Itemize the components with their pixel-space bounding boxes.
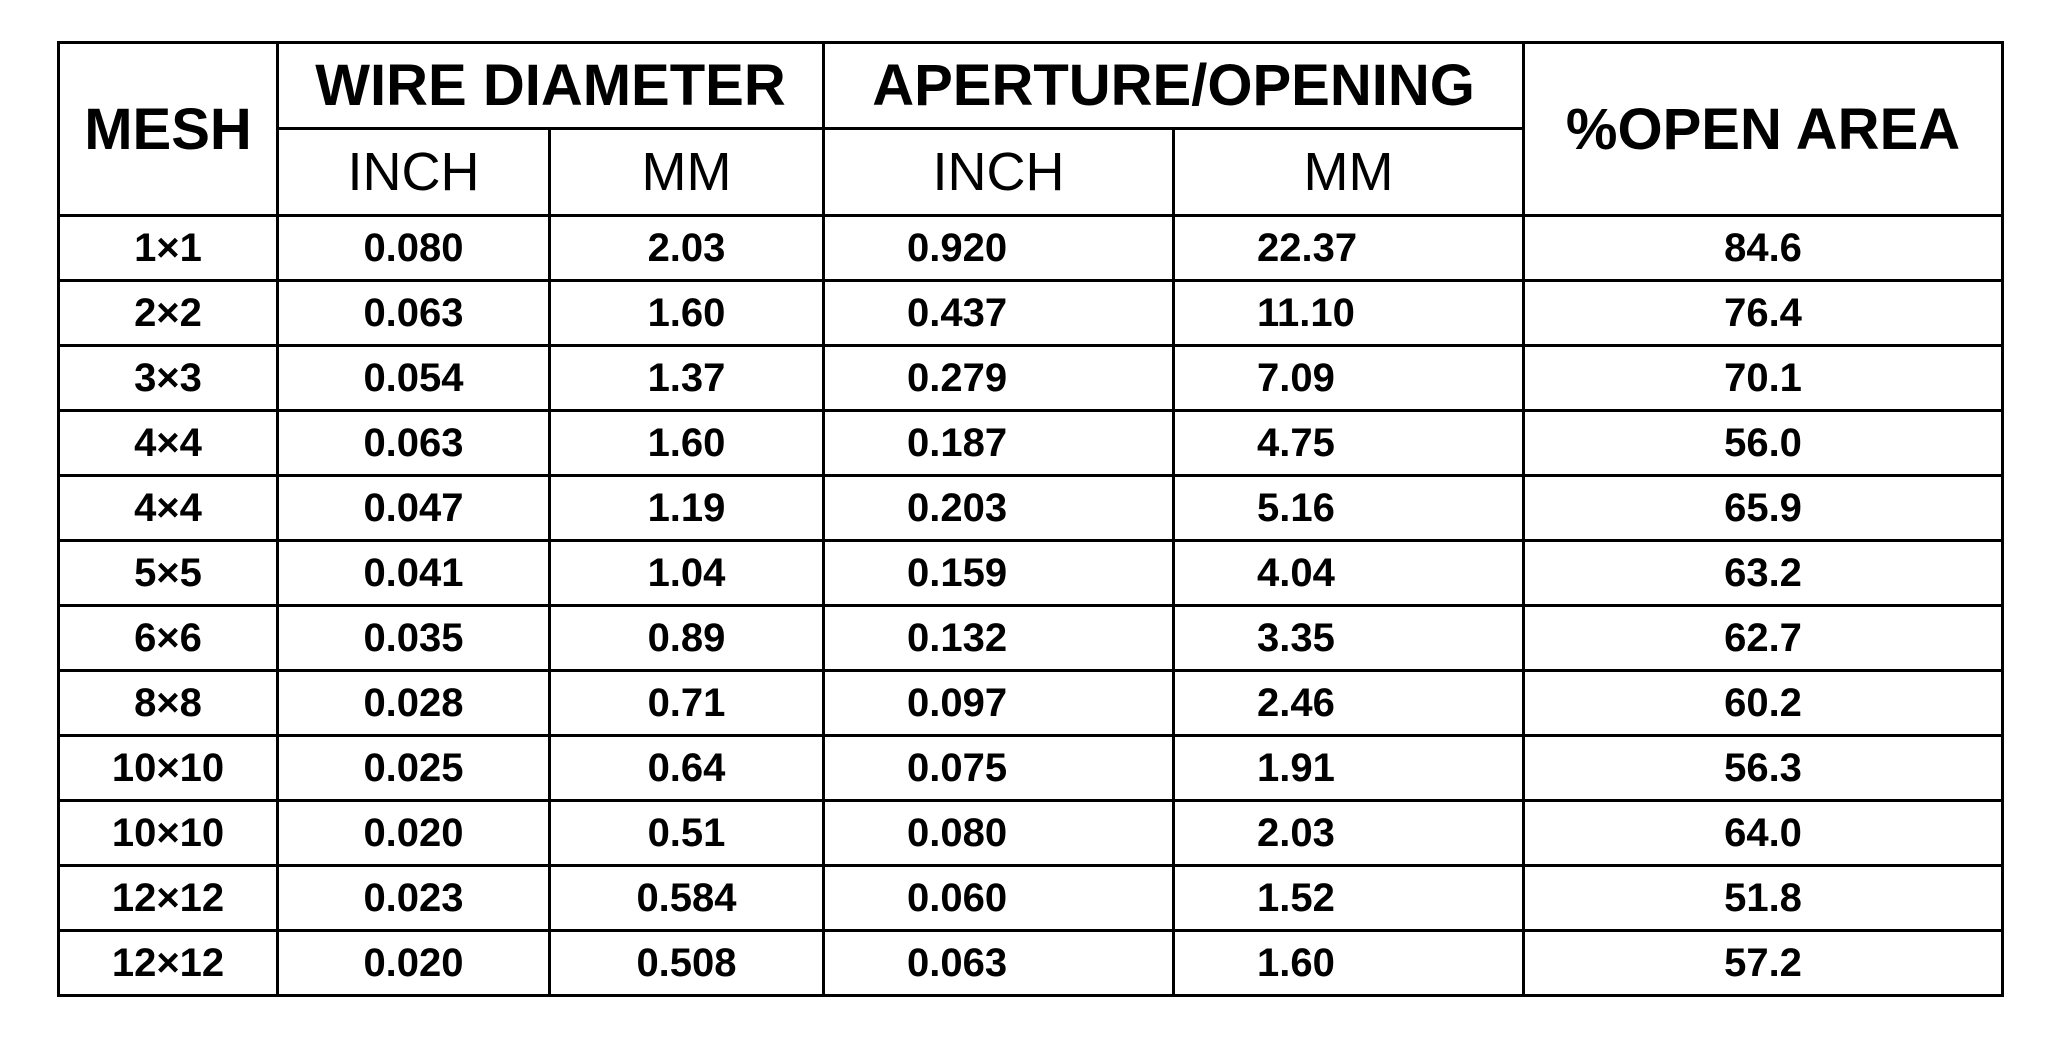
table-row (59, 671, 2003, 736)
wire-inch-cell: 0.041 (278, 541, 550, 606)
open-area-cell: 60.2 (1524, 671, 2003, 736)
wire-inch-cell: 0.035 (278, 606, 550, 671)
wire-mm-cell: 0.584 (550, 866, 824, 931)
aperture-inch-cell: 0.075 (824, 736, 1174, 801)
aperture-opening-header: APERTURE/OPENING (824, 43, 1524, 129)
wire-inch-cell: 0.025 (278, 736, 550, 801)
mesh-cell: 6×6 (59, 606, 278, 671)
open-area-cell: 76.4 (1524, 281, 2003, 346)
table-row (59, 801, 2003, 866)
mesh-cell: 2×2 (59, 281, 278, 346)
open-area-cell: 70.1 (1524, 346, 2003, 411)
wire-diameter-inch-header: INCH (278, 129, 550, 216)
wire-inch-cell: 0.028 (278, 671, 550, 736)
aperture-inch-cell: 0.159 (824, 541, 1174, 606)
open-area-cell: 56.0 (1524, 411, 2003, 476)
aperture-inch-cell: 0.080 (824, 801, 1174, 866)
open-area-cell: 62.7 (1524, 606, 2003, 671)
wire-inch-cell: 0.023 (278, 866, 550, 931)
mesh-cell: 8×8 (59, 671, 278, 736)
mesh-cell: 10×10 (59, 801, 278, 866)
table-row (59, 476, 2003, 541)
wire-mm-cell: 0.71 (550, 671, 824, 736)
table-row (59, 411, 2003, 476)
aperture-mm-cell: 4.04 (1174, 541, 1524, 606)
wire-inch-cell: 0.063 (278, 281, 550, 346)
mesh-cell: 4×4 (59, 476, 278, 541)
mesh-cell: 5×5 (59, 541, 278, 606)
aperture-inch-cell: 0.097 (824, 671, 1174, 736)
aperture-mm-header: MM (1174, 129, 1524, 216)
wire-inch-cell: 0.080 (278, 216, 550, 281)
table-row (59, 216, 2003, 281)
aperture-mm-cell: 11.10 (1174, 281, 1524, 346)
table-row (59, 346, 2003, 411)
wire-mm-cell: 1.60 (550, 281, 824, 346)
mesh-cell: 10×10 (59, 736, 278, 801)
open-area-cell: 51.8 (1524, 866, 2003, 931)
mesh-cell: 4×4 (59, 411, 278, 476)
open-area-cell: 65.9 (1524, 476, 2003, 541)
header-row-groups (59, 43, 2003, 129)
wire-mm-cell: 0.508 (550, 931, 824, 996)
aperture-mm-cell: 7.09 (1174, 346, 1524, 411)
wire-mm-cell: 0.89 (550, 606, 824, 671)
table-row (59, 281, 2003, 346)
wire-inch-cell: 0.063 (278, 411, 550, 476)
aperture-mm-cell: 2.46 (1174, 671, 1524, 736)
aperture-mm-cell: 2.03 (1174, 801, 1524, 866)
wire-inch-cell: 0.047 (278, 476, 550, 541)
open-area-cell: 84.6 (1524, 216, 2003, 281)
mesh-cell: 12×12 (59, 866, 278, 931)
open-area-cell: 64.0 (1524, 801, 2003, 866)
table-row (59, 931, 2003, 996)
table-row (59, 866, 2003, 931)
mesh-cell: 12×12 (59, 931, 278, 996)
aperture-inch-cell: 0.063 (824, 931, 1174, 996)
aperture-inch-cell: 0.279 (824, 346, 1174, 411)
mesh-column-header: MESH (59, 43, 278, 216)
open-area-cell: 56.3 (1524, 736, 2003, 801)
aperture-inch-cell: 0.060 (824, 866, 1174, 931)
aperture-mm-cell: 22.37 (1174, 216, 1524, 281)
wire-mm-cell: 1.19 (550, 476, 824, 541)
aperture-inch-cell: 0.437 (824, 281, 1174, 346)
wire-mm-cell: 2.03 (550, 216, 824, 281)
aperture-inch-cell: 0.203 (824, 476, 1174, 541)
table-row (59, 606, 2003, 671)
table-row (59, 736, 2003, 801)
wire-mm-cell: 1.04 (550, 541, 824, 606)
aperture-inch-cell: 0.132 (824, 606, 1174, 671)
wire-inch-cell: 0.054 (278, 346, 550, 411)
wire-mm-cell: 0.51 (550, 801, 824, 866)
open-area-cell: 57.2 (1524, 931, 2003, 996)
aperture-mm-cell: 5.16 (1174, 476, 1524, 541)
wire-mm-cell: 1.60 (550, 411, 824, 476)
mesh-specification-table (57, 41, 2004, 997)
aperture-inch-cell: 0.920 (824, 216, 1174, 281)
wire-inch-cell: 0.020 (278, 931, 550, 996)
wire-diameter-header: WIRE DIAMETER (278, 43, 824, 129)
aperture-mm-cell: 3.35 (1174, 606, 1524, 671)
aperture-inch-header: INCH (824, 129, 1174, 216)
aperture-mm-cell: 1.60 (1174, 931, 1524, 996)
open-area-column-header: %OPEN AREA (1524, 43, 2003, 216)
open-area-cell: 63.2 (1524, 541, 2003, 606)
wire-mm-cell: 1.37 (550, 346, 824, 411)
wire-inch-cell: 0.020 (278, 801, 550, 866)
aperture-inch-cell: 0.187 (824, 411, 1174, 476)
wire-diameter-mm-header: MM (550, 129, 824, 216)
mesh-cell: 1×1 (59, 216, 278, 281)
table-header (59, 43, 2003, 216)
mesh-cell: 3×3 (59, 346, 278, 411)
aperture-mm-cell: 4.75 (1174, 411, 1524, 476)
wire-mm-cell: 0.64 (550, 736, 824, 801)
table-row (59, 541, 2003, 606)
table-body (59, 216, 2003, 996)
aperture-mm-cell: 1.52 (1174, 866, 1524, 931)
aperture-mm-cell: 1.91 (1174, 736, 1524, 801)
